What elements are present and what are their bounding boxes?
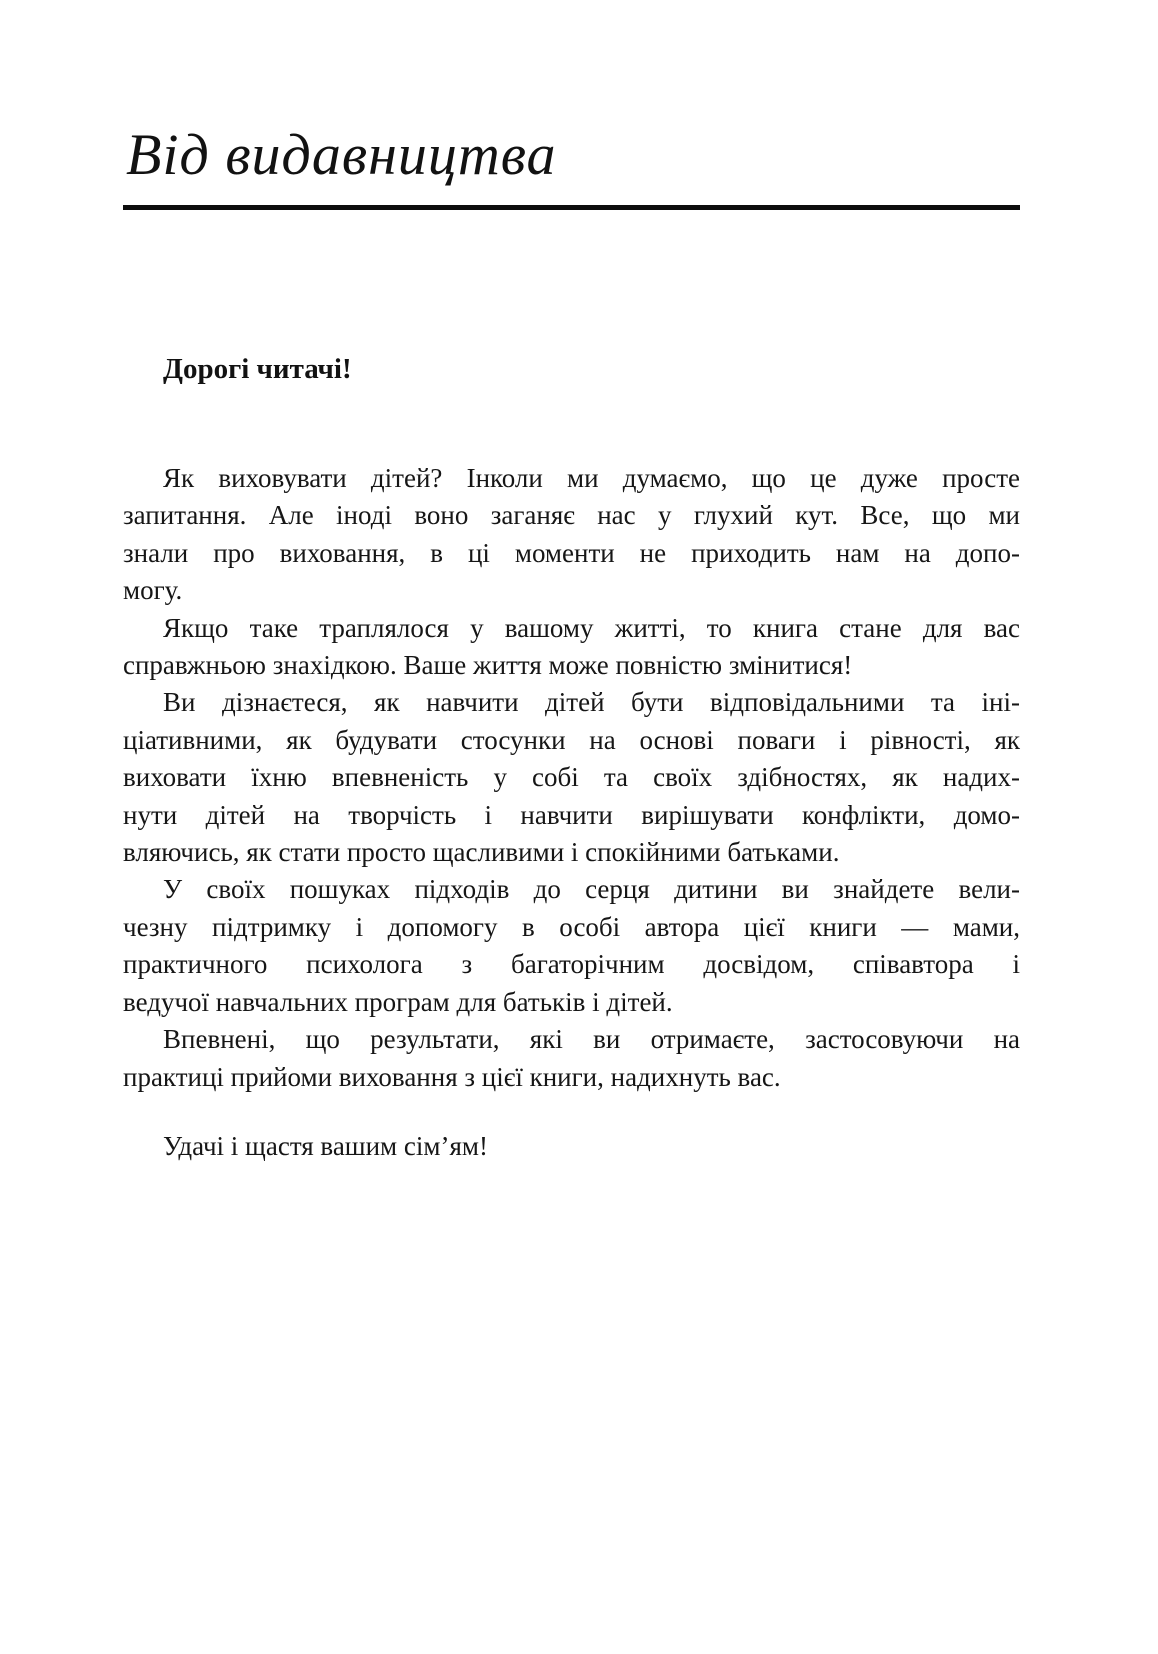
body-line: знали про виховання, в ці моменти не приходить нам на допо- [123,537,1020,568]
body-line: справжньою знахідкою. Ваше життя може повністю змінитися! [123,650,853,681]
title-rule [123,205,1020,210]
paragraph [123,610,1020,685]
body-line: Як виховувати дітей? Інколи ми думаємо, що це дуже просте [163,463,1020,493]
body-line: ціативними, як будувати стосунки на основі поваги і рівності, як [123,724,1020,755]
paragraph [123,871,1020,1021]
body-line: могу. [123,575,183,606]
body-text [123,460,1020,1096]
body-line: виховати їхню впевненість у собі та своїх здібностях, як надих- [123,762,1020,793]
paragraph [123,1021,1020,1096]
body-line: запитання. Але іноді воно заганяє нас у глухий кут. Все, що ми [123,500,1020,531]
body-line: Впевнені, що результати, які ви отримаєте, застосовуючи на [163,1024,1020,1055]
body-line: Ви дізнаєтеся, як навчити дітей бути відповідальними та іні- [163,687,1020,718]
body-line: Якщо таке траплялося у вашому житті, то книга стане для вас [163,612,1020,643]
paragraph [123,460,1020,610]
signoff: Удачі і щастя вашим сім’ям! [163,1131,488,1161]
body-line: У своїх пошуках підходів до серця дитини ви знайдете вели- [163,874,1020,905]
body-line: ведучої навчальних програм для батьків і дітей. [123,986,673,1017]
body-line: практиці прийоми виховання з цієї книги, надихнуть вас. [123,1061,781,1092]
body-line: чезну підтримку і допомогу в особі автора цієї книги — мами, [123,911,1020,942]
chapter-title: Від видавництва [126,122,557,187]
body-line: вляючись, як стати просто щасливими і спокійними батьками. [123,837,840,868]
greeting: Дорогі читачі! [163,353,352,385]
body-line: практичного психолога з багаторічним досвідом, співавтора і [123,949,1020,980]
paragraph [123,684,1020,871]
body-line: нути дітей на творчість і навчити вирішувати конфлікти, домо- [123,799,1020,830]
